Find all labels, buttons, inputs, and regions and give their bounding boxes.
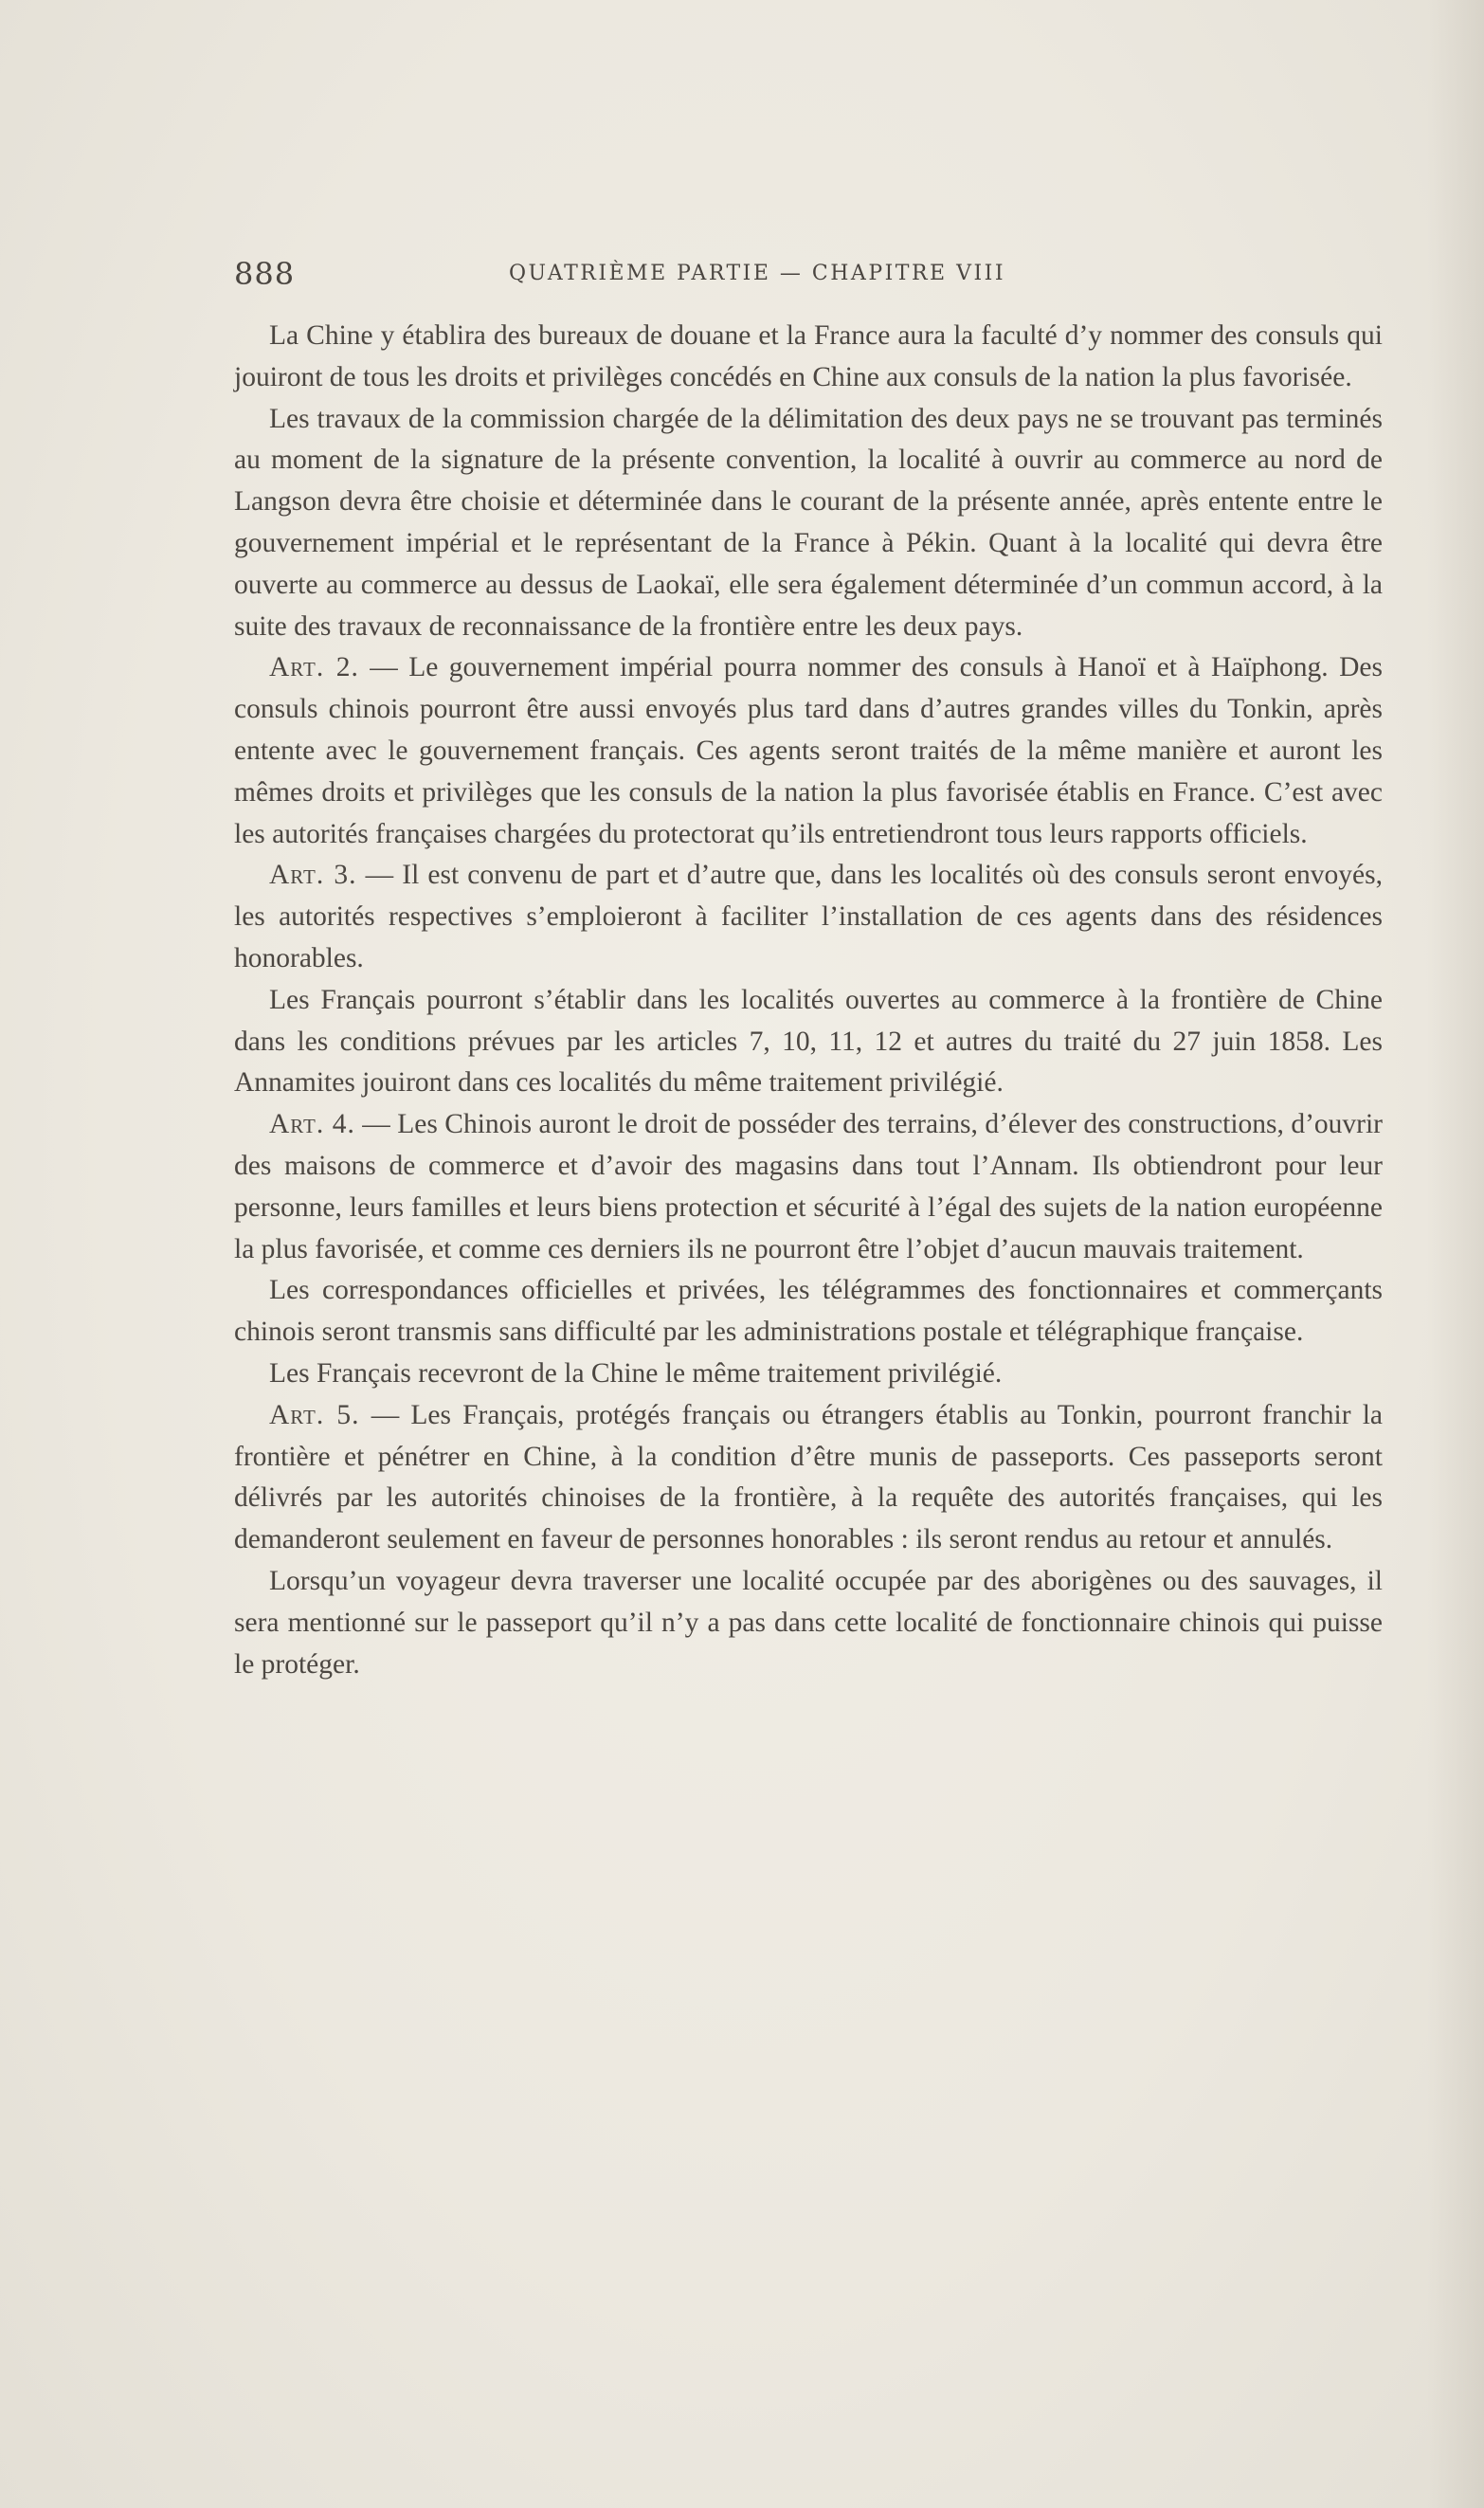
article-label: Art. 3. [269,860,357,891]
paragraph-text: Les Français recevront de la Chine le même traitement privilégié. [269,1357,1003,1389]
body-text [234,316,1383,1685]
page-edge-shadow [1427,0,1484,2508]
running-head: QUATRIÈME PARTIE — CHAPITRE VIII [509,262,1006,285]
article-5 [234,1395,1383,1561]
paragraph-2 [234,399,1383,648]
page-header [234,256,1371,303]
paragraph-text: Les travaux de la commission chargée de la délimitation des deux pays ne se trouvant pas terminés au moment de la signature de la présente convention, la localité à ouvrir au commerce au nord de Langson devra être choisie et déterminée dans le courant de la présente année, après entente entre le gouvernement impérial et le représentant de la France à Pékin. Quant à la localité qui devra être ouverte au commerce au dessus de Laokaï, elle sera également déterminée d’un commun accord, à la suite des travaux de reconnaissance de la frontière entre les deux pays. [234,403,1383,642]
page-number: 888 [234,256,296,292]
paragraph-text: — Les Chinois auront le droit de posséder des terrains, d’élever des constructions, d’ouvrir des maisons de commerce et d’avoir des magasins dans tout l’Annam. Ils obtiendront pour leur personne, leurs familles et leurs biens protection et sécurité à l’égal des sujets de la nation européenne la plus favorisée, et comme ces derniers ils ne pourront être l’objet d’aucun mauvais traitement. [234,1109,1383,1264]
paragraph-text: — Il est convenu de part et d’autre que, dans les localités où des consuls seront envoyés, les autorités respectives s’emploieront à faciliter l’installation de ces agents dans des résidences honorables. [234,860,1383,973]
paragraph-7 [234,1270,1383,1354]
paragraph-text: Lorsqu’un voyageur devra traverser une localité occupée par des aborigènes ou des sauvages, il sera mentionné sur le passeport qu’il n’y a pas dans cette localité de fonctionnaire chinois qui puisse le protéger. [234,1565,1383,1680]
article-3 [234,855,1383,979]
paragraph-text: — Le gouvernement impérial pourra nommer des consuls à Hanoï et à Haïphong. Des consuls chinois pourront être aussi envoyés plus tard dans d’autres grandes villes du Tonkin, après entente avec le gouvernement français. Ces agents seront traités de la même manière et auront les mêmes droits et privilèges que les consuls de la nation la plus favorisée établis en France. C’est avec les autorités françaises chargées du protectorat qu’ils entretiendront tous leurs rapports officiels. [234,652,1383,849]
paragraph-8 [234,1354,1383,1395]
paragraph-text: — Les Français, protégés français ou étrangers établis au Tonkin, pourront franchir la frontière et pénétrer en Chine, à la condition d’être munis de passeports. Ces passeports seront délivrés par les autorités chinoises de la frontière, à la requête des autorités françaises, qui les demanderont seulement en faveur de personnes honorables : ils seront rendus au retour et annulés. [234,1399,1383,1555]
article-2 [234,647,1383,855]
article-label: Art. 2. [269,652,359,683]
paragraph-text: Les correspondances officielles et privées, les télégrammes des fonctionnaires et commerçants chinois seront transmis sans difficulté par les administrations postale et télégraphique française. [234,1275,1383,1348]
paragraph-5 [234,980,1383,1104]
paragraph-text: Les Français pourront s’établir dans les localités ouvertes au commerce à la frontière de Chine dans les conditions prévues par les articles 7, 10, 11, 12 et autres du traité du 27 juin 1858. Les Annamites jouiront dans ces localités du même traitement privilégié. [234,984,1383,1099]
paragraph-10 [234,1561,1383,1685]
paragraph-1 [234,316,1383,399]
paragraph-text: La Chine y établira des bureaux de douane et la France aura la faculté d’y nommer des consuls qui jouiront de tous les droits et privilèges concédés en Chine aux consuls de la nation la plus favorisée. [234,320,1383,392]
article-label: Art. 4. [269,1109,355,1140]
article-4 [234,1104,1383,1270]
article-label: Art. 5. [269,1399,360,1430]
